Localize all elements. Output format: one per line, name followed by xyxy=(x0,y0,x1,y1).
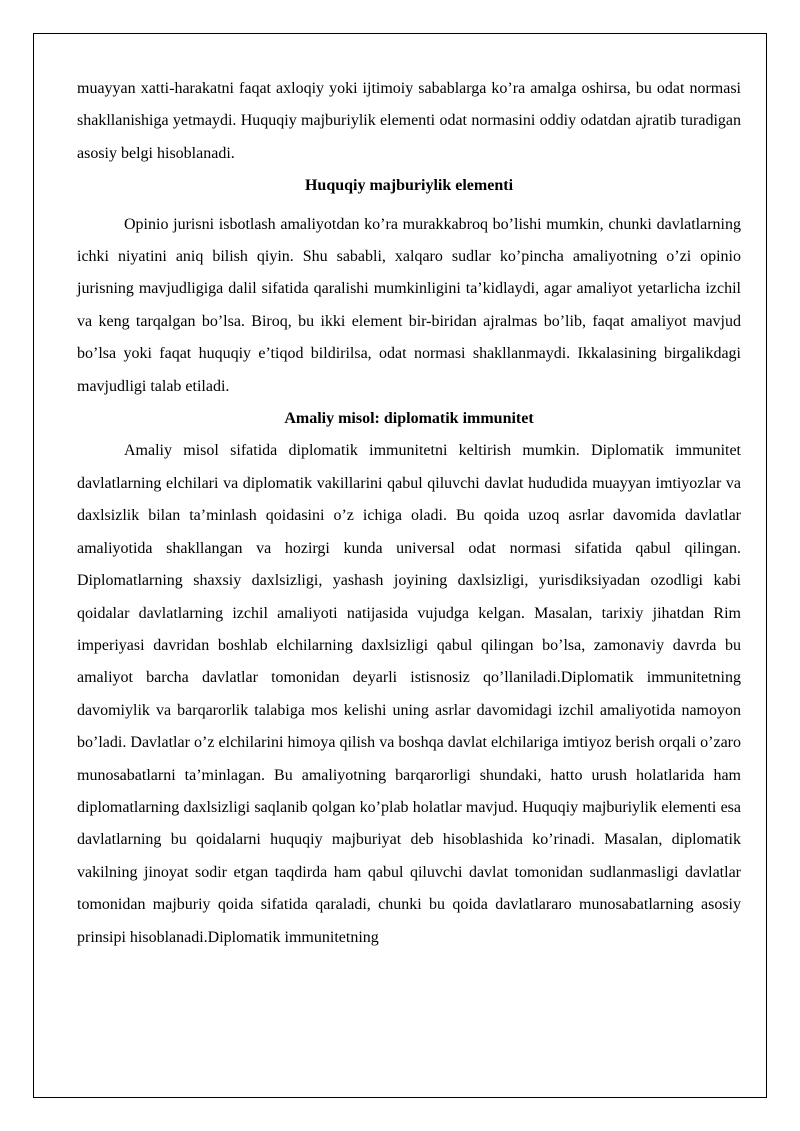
paragraph-diplomatic-immunity: Amaliy misol sifatida diplomatik immunitetni keltirish mumkin. Diplomatik immunitet davlatlarning elchilari va diplomatik vakillarini qabul qiluvchi davlat hududida muayyan imtiyozlar va daxlsizlik bilan ta’minlash qoidasini o’z ichiga oladi. Bu qoida uzoq asrlar davomida davlatlar amaliyotida shakllangan va hozirgi kunda universal odat normasi sifatida qabul qilingan. Diplomatlarning shaxsiy daxlsizligi, yashash joyining daxlsizligi, yurisdiksiyadan ozodligi kabi qoidalar davlatlarning izchil amaliyoti natijasida vujudga kelgan. Masalan, tarixiy jihatdan Rim imperiyasi davridan boshlab elchilarning daxlsizligi qabul qilingan bo’lsa, zamonaviy davrda bu amaliyot barcha davlatlar tomonidan deyarli istisnosiz qo’llaniladi.Diplomatik immunitetning davomiylik va barqarorlik talabiga mos kelishi uning asrlar davomidagi izchil amaliyotida namoyon bo’ladi. Davlatlar o’z elchilarini himoya qilish va boshqa davlat elchilariga imtiyoz berish orqali o’zaro munosabatlarni ta’minlagan. Bu amaliyotning barqarorligi shundaki, hatto urush holatlarida ham diplomatlarning daxlsizligi saqlanib qolgan ko’plab holatlar mavjud. Huquqiy majburiylik elementi esa davlatlarning bu qoidalarni huquqiy majburiyat deb hisoblashida ko’rinadi. Masalan, diplomatik vakilning jinoyat sodir etgan taqdirda ham qabul qiluvchi davlat tomonidan sudlanmasligi davlatlar tomonidan majburiy qoida sifatida qaraladi, chunki bu qoida davlatlararo munosabatlarning asosiy prinsipi hisoblanadi.Diplomatik immunitetning xyxy=(77,442,741,946)
paragraph-continuation: muayyan xatti-harakatni faqat axloqiy yoki ijtimoiy sabablarga ko’ra amalga oshirsa, bu odat normasi shakllanishiga yetmaydi. Huquqiy majburiylik elementi odat normasini oddiy odatdan ajratib turadigan asosiy belgi hisoblanadi. xyxy=(77,80,741,162)
document-body xyxy=(77,73,741,954)
paragraph-opinio-juris: Opinio jurisni isbotlash amaliyotdan ko’ra murakkabroq bo’lishi mumkin, chunki davlatlarning ichki niyatini aniq bilish qiyin. Shu sababli, xalqaro sudlar ko’pincha amaliyotning o’zi opinio jurisning mavjudligiga dalil sifatida qaralishi mumkinligini ta’kidlaydi, agar amaliyot yetarlicha izchil va keng tarqalgan bo’lsa. Biroq, bu ikki element bir-biridan ajralmas bo’lib, faqat amaliyot mavjud bo’lsa yoki faqat huquqiy e’tiqod bildirilsa, odat normasi shakllanmaydi. Ikkalasining birgalikdagi mavjudligi talab etiladi. xyxy=(77,215,741,395)
section-heading-legal-obligation: Huquqiy majburiylik elementi xyxy=(304,177,514,195)
section-heading-diplomatic-immunity: Amaliy misol: diplomatik immunitet xyxy=(284,410,534,428)
